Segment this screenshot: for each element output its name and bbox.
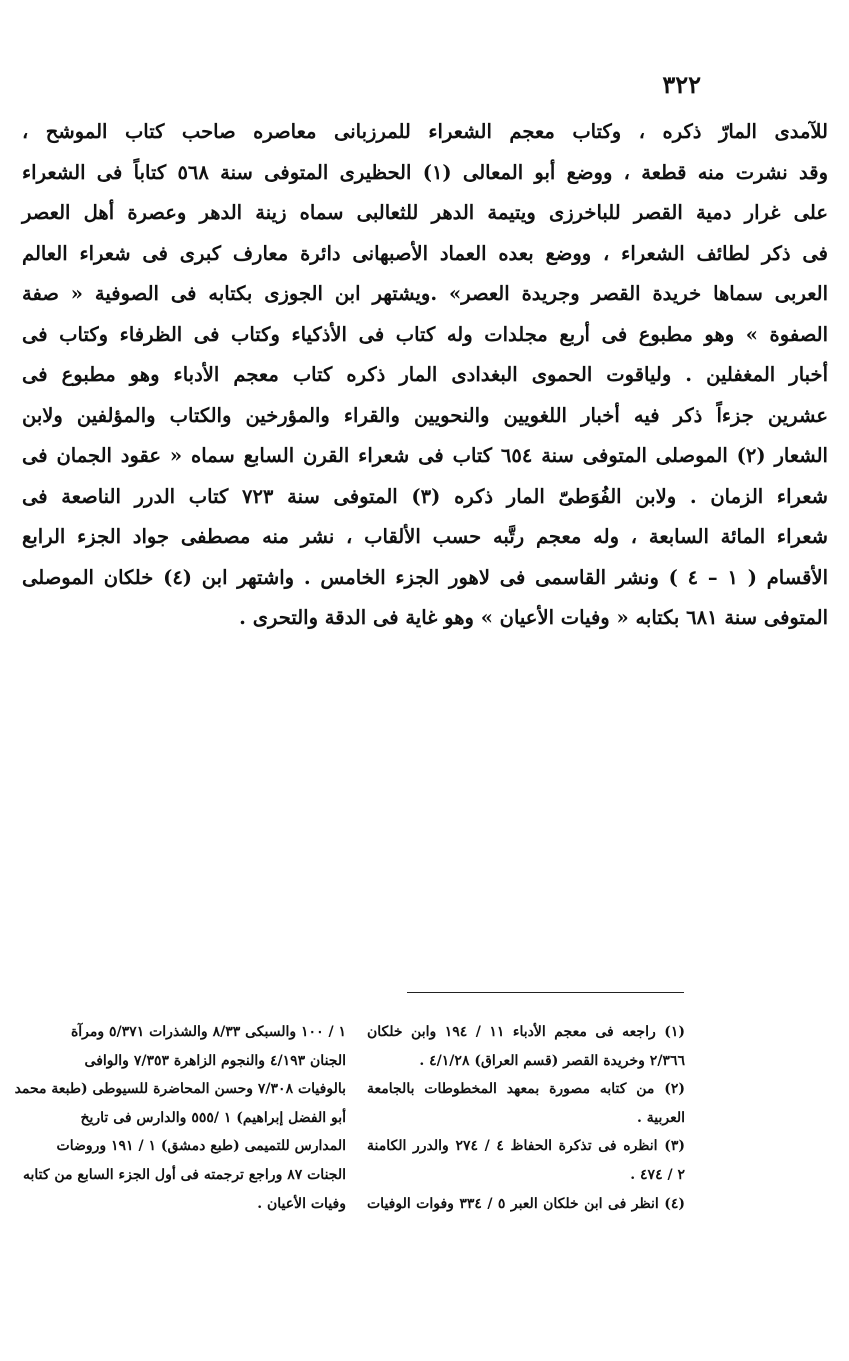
text-line: شعراء المائة السابعة ، وله معجم رتَّبه حسب الألقاب ، نشر منه مصطفى جواد الجزء الرابع xyxy=(22,525,828,548)
footnote-line: (٢) من كتابه مصورة بمعهد المخطوطات بالجامعة xyxy=(367,1081,685,1098)
footnote-line: المدارس للتميمى (طبع دمشق) ١ / ١٩١ وروضات xyxy=(56,1138,346,1155)
footnote-line: (٣) انظره فى تذكرة الحفاظ ٤ / ٢٧٤ والدرر الكامنة xyxy=(367,1138,685,1155)
text-line: المتوفى سنة ٦٨١ بكتابه « وفيات الأعيان » وهو غاية فى الدقة والتحرى . xyxy=(239,606,828,629)
text-line: الشعار (٢) الموصلى المتوفى سنة ٦٥٤ كتاب فى شعراء القرن السابع سماه « عقود الجمان فى xyxy=(22,444,828,467)
text-line: العربى سماها خريدة القصر وجريدة العصر» .ويشتهر ابن الجوزى بكتابه فى الصوفية « صفة xyxy=(22,282,828,305)
footnote-line: (٤) انظر فى ابن خلكان العبر ٥ / ٣٣٤ وفوات الوفيات xyxy=(367,1195,685,1212)
footnote-line: بالوفيات ٧/٣٠٨ وحسن المحاضرة للسيوطى (طبعة محمد xyxy=(14,1081,346,1098)
footnote-line: الجنات ٨٧ وراجع ترجمته فى أول الجزء السابع من كتابه xyxy=(22,1166,346,1183)
text-line: الصفوة » وهو مطبوع فى أربع مجلدات وله كتاب فى الأذكياء وكتاب فى الظرفاء وكتاب فى xyxy=(22,322,828,346)
footnote-line: العربية . xyxy=(636,1109,685,1126)
main-text xyxy=(22,112,828,639)
footnote-line: ١ / ١٠٠ والسبكى ٨/٣٣ والشذرات ٥/٣٧١ ومرآة xyxy=(70,1024,346,1040)
footnote-line: الجنان ٤/١٩٣ والنجوم الزاهرة ٧/٣٥٣ والوافى xyxy=(84,1052,346,1069)
text-line: فى ذكر لطائف الشعراء ، ووضع بعده العماد الأصبهانى دائرة معارف كبرى فى شعراء العالم xyxy=(22,241,828,265)
text-line: وقد نشرت منه قطعة ، ووضع أبو المعالى (١) الحظيرى المتوفى سنة ٥٦٨ كتاباً فى الشعراء xyxy=(22,160,828,184)
footnotes-left-column xyxy=(14,1018,346,1218)
text-line: الأقسام ( ١ – ٤ ) ونشر القاسمى فى لاهور الجزء الخامس . واشتهر ابن (٤) خلكان الموصلى xyxy=(22,565,829,589)
footnote-line: أبو الفضل إبراهيم) ١ /٥٥٥ والدارس فى تاريخ xyxy=(80,1109,346,1126)
footnote-line: (١) راجعه فى معجم الأدباء ١١ / ١٩٤ وابن خلكان xyxy=(367,1024,685,1040)
footnotes-right-column xyxy=(367,1018,685,1218)
text-line: أخبار المغفلين . ولياقوت الحموى البغدادى المار ذكره كتاب معجم الأدباء وهو مطبوع فى xyxy=(22,363,828,386)
text-line: عشرين جزءاً ذكر فيه أخبار اللغويين والنحويين والقراء والمؤرخين والكتاب والمؤلفين ولابن xyxy=(22,403,828,427)
footnote-line: وفيات الأعيان . xyxy=(257,1195,346,1212)
text-line: على غرار دمية القصر للباخرزى ويتيمة الدهر للثعالبى سماه زينة الدهر وعصرة أهل العصر xyxy=(22,201,828,224)
text-line: للآمدى المارّ ذكره ، وكتاب معجم الشعراء للمرزبانى معاصره صاحب كتاب الموشح ، xyxy=(22,120,828,143)
footnote-separator xyxy=(407,992,684,993)
footnote-line: ٢/٣٦٦ وخريدة القصر (قسم العراق) ٤/١/٢٨ . xyxy=(419,1052,685,1069)
text-line: شعراء الزمان . ولابن الفُوَطىّ المار ذكره (٣) المتوفى سنة ٧٢٣ كتاب الدرر الناصعة فى xyxy=(22,484,828,508)
page-number: ٣٢٢ xyxy=(662,70,701,99)
footnote-line: ٢ / ٤٧٤ . xyxy=(630,1166,685,1183)
